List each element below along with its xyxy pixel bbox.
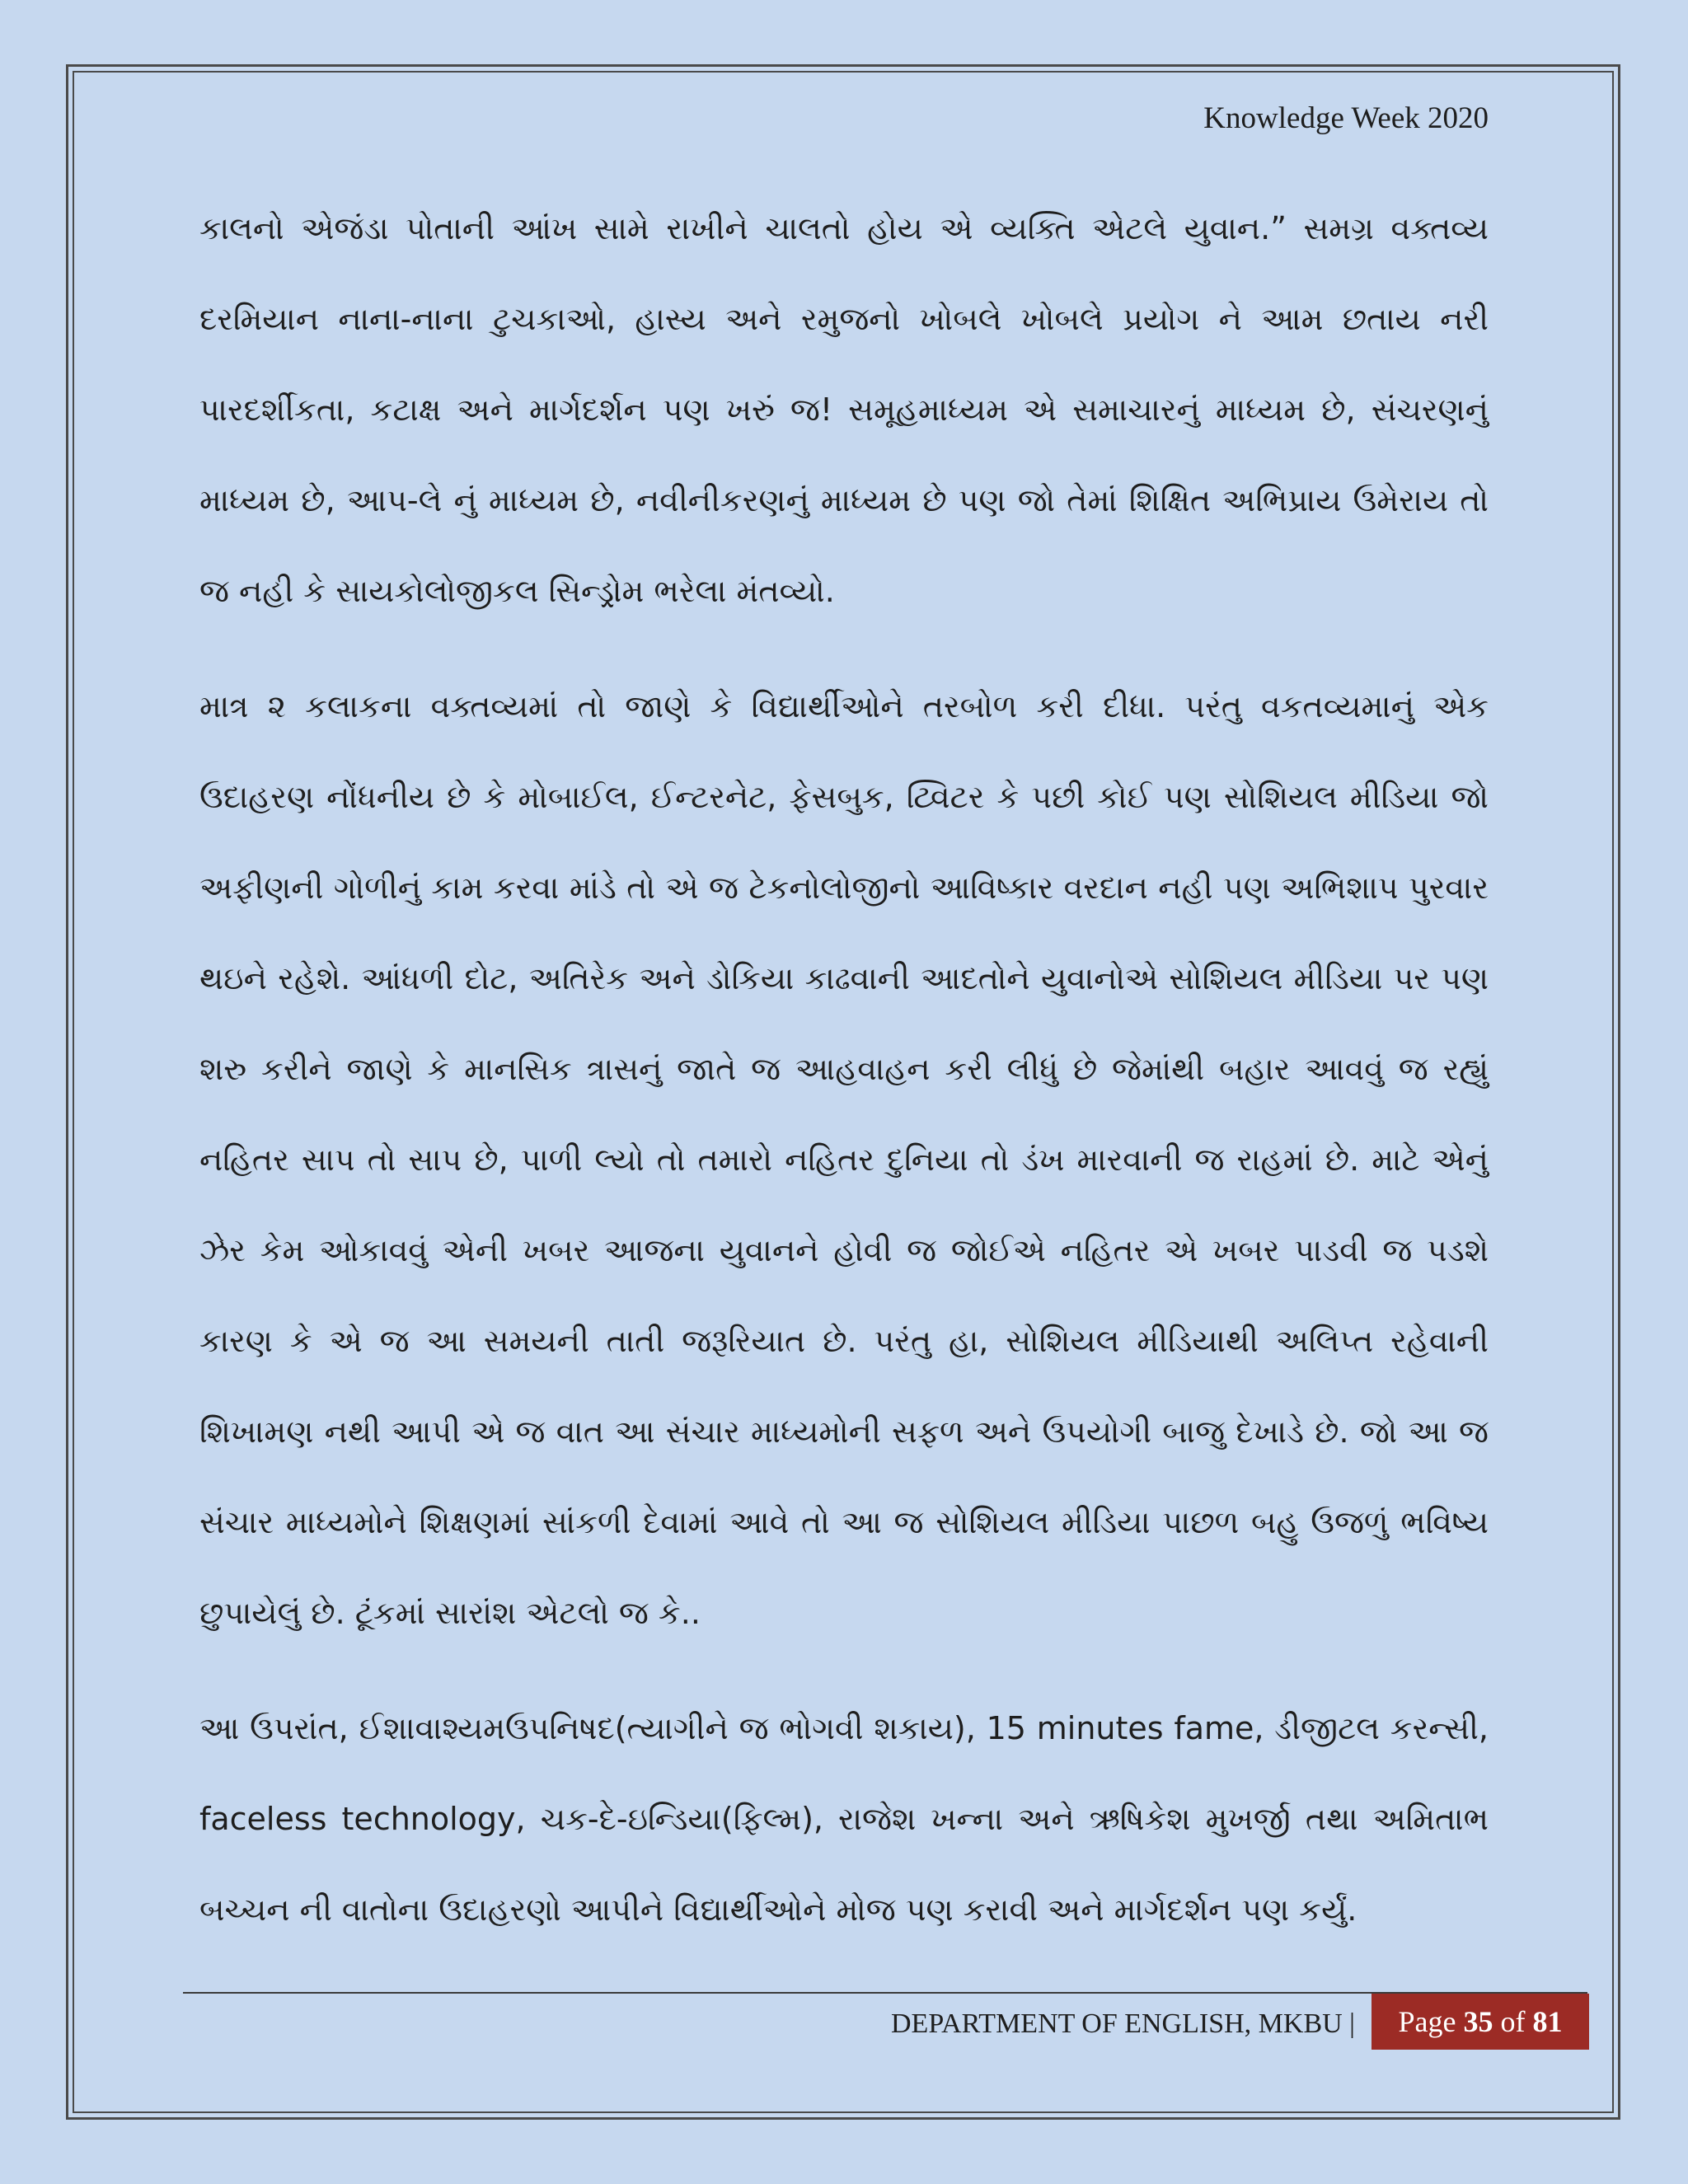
page-number-badge bbox=[1372, 1994, 1589, 2050]
page-total: 81 bbox=[1532, 2005, 1563, 2038]
footer-department: DEPARTMENT OF ENGLISH, MKBU | bbox=[891, 2008, 1355, 2039]
page-number: 35 bbox=[1463, 2005, 1493, 2038]
paragraph-3: આ ઉપરાંત, ઈશાવાશ્યમઉપનિષદ(ત્યાગીને જ ભોગવી શકાય), 15 minutes fame, ડીજીટલ કરન્સી, faceless technology, ચક-દે-ઇન્ડિયા(ફિલ્મ), રાજેશ ખન્ના અને ઋષિકેશ મુખર્જી તથા અમિતાભ બચ્ચન ની વાતોના ઉદાહરણો આપીને વિદ્યાર્થીઓને મોજ પણ કરાવી અને માર્ગદર્શન પણ કર્યું. bbox=[199, 1710, 1489, 1928]
paragraph-1: કાલનો એજંડા પોતાની આંખ સામે રાખીને ચાલતો હોય એ વ્યક્તિ એટલે યુવાન.” સમગ્ર વક્તવ્ય દરમિયાન નાના-નાના ટુચકાઓ, હાસ્ય અને રમુજનો ખોબલે ખોબલે પ્રયોગ ને આમ છતાય નરી પારદર્શીકતા, કટાક્ષ અને માર્ગદર્શન પણ ખરું જ! સમૂહમાધ્યમ એ સમાચારનું માધ્યમ છે, સંચરણનું માધ્યમ છે, આપ-લે નું માધ્યમ છે, નવીનીકરણનું માધ્યમ છે પણ જો તેમાં શિક્ષિત અભિપ્રાય ઉમેરાય તો જ નહી કે સાયકોલોજીકલ સિન્ડ્રોમ ભરેલા મંતવ્યો. bbox=[199, 210, 1489, 609]
header-title: Knowledge Week 2020 bbox=[1203, 101, 1489, 135]
page-prefix: Page bbox=[1398, 2005, 1456, 2038]
paragraph-2: માત્ર ૨ કલાકના વક્તવ્યમાં તો જાણે કે વિદ્યાર્થીઓને તરબોળ કરી દીધા. પરંતુ વકતવ્યમાનું એક ઉદાહરણ નોંધનીય છે કે મોબાઈલ, ઈન્ટરનેટ, ફેસબુક, ટ્વિટર કે પછી કોઈ પણ સોશિયલ મીડિયા જો અફીણની ગોળીનું કામ કરવા માંડે તો એ જ ટેકનોલોજીનો આવિષ્કાર વરદાન નહી પણ અભિશાપ પુરવાર થઇને રહેશે. આંધળી દોટ, અતિરેક અને ડોકિયા કાઢવાની આદતોને યુવાનોએ સોશિયલ મીડિયા પર પણ શરુ કરીને જાણે કે માનસિક ત્રાસનું જાતે જ આહવાહન કરી લીધું છે જેમાંથી બહાર આવવું જ રહ્યું નહિતર સાપ તો સાપ છે, પાળી લ્યો તો તમારો નહિતર દુનિયા તો ડંખ મારવાની જ રાહમાં છે. માટે એનું ઝેર કેમ ઓકાવવું એની ખબર આજના યુવાનને હોવી જ જોઈએ નહિતર એ ખબર પાડવી જ પડશે કારણ કે એ જ આ સમયની તાતી જરૂરિયાત છે. પરંતુ હા, સોશિયલ મીડિયાથી અલિપ્ત રહેવાની શિખામણ નથી આપી એ જ વાત આ સંચાર માધ્યમોની સફળ અને ઉપયોગી બાજુ દેખાડે છે. જો આ જ સંચાર માધ્યમોને શિક્ષણમાં સાંકળી દેવામાં આવે તો આ જ સોશિયલ મીડિયા પાછળ બહુ ઉજળું ભવિષ્ય છુપાયેલું છે. ટૂંકમાં સારાંશ એટલો જ કે.. bbox=[199, 688, 1489, 1631]
page-of: of bbox=[1500, 2005, 1526, 2038]
document-body bbox=[199, 183, 1489, 1955]
